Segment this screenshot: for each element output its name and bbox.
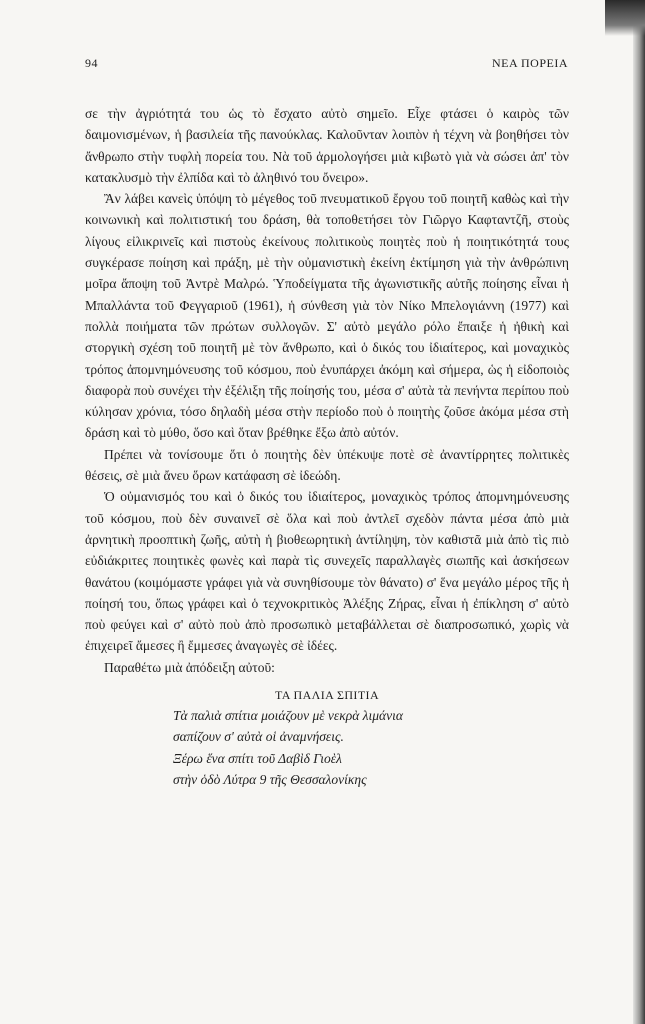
page-edge-shadow xyxy=(633,0,645,1024)
running-header xyxy=(85,56,568,71)
poem-excerpt xyxy=(85,685,569,790)
poem-title: ΤΑ ΠΑΛΙΑ ΣΠΙΤΙΑ xyxy=(274,688,380,703)
poem-line-1: Τὰ παλιὰ σπίτια μοιάζουν μὲ νεκρὰ λιμάνια xyxy=(173,708,403,724)
paragraph-3: Πρέπει νὰ τονίσουμε ὅτι ὁ ποιητὴς δὲν ὑπέκυψε ποτὲ σὲ ἀναντίρρητες πολιτικὲς θέσεις, σὲ μιὰ ἄνευ ὅρων κατάφαση σὲ ἰδεώδη. xyxy=(85,446,569,484)
poem-line-2: σαπίζουν σ' αὐτὰ οἱ ἀναμνήσεις. xyxy=(173,729,344,745)
paragraph-1: σε τὴν ἀγριότητά του ὡς τὸ ἔσχατο αὐτὸ σημεῖο. Εἶχε φτάσει ὁ καιρὸς τῶν δαιμονισμένων, ἡ βασιλεία τῆς πανούκλας. Καλοῦνταν λοιπὸν ἡ τέχνη νὰ βοηθήσει τὸν ἄνθρωπο στὴν τυφλὴ πορεία του. Νὰ τοῦ ἁρμολογήσει μιὰ κιβωτὸ γιὰ νὰ σώσει ἀπ' τὸν κατακλυσμὸ τὴν ἐλπίδα καὶ τὸ ἀληθινό του ὄνειρο». xyxy=(85,106,569,185)
paragraph-5: Παραθέτω μιὰ ἀπόδειξη αὐτοῦ: xyxy=(104,659,275,675)
poem-line-3: Ξέρω ἕνα σπίτι τοῦ Δαβὶδ Γιοὲλ xyxy=(173,750,342,766)
page-number: 94 xyxy=(85,56,98,70)
running-title: ΝΕΑ ΠΟΡΕΙΑ xyxy=(492,56,568,70)
paragraph-2: Ἂν λάβει κανεὶς ὑπόψη τὸ μέγεθος τοῦ πνευματικοῦ ἔργου τοῦ ποιητῆ καθὼς καὶ τὴν κοινωνικὴ καὶ πολιτιστική του δράση, θὰ τοποθετήσει τὸν Γιῶργο Καφταντζῆ, στοὺς λίγους εἰλικρινεῖς καὶ πιστοὺς ἐκείνους πολιτικοὺς ποιητὲς ποὺ ἡ ποιητικότητά τους συγκέρασε ποίηση καὶ πράξη, μὲ τὴν οὐμανιστικὴ ἐκείνη ἐκτίμηση γιὰ τὴν ἀνθρώπινη μοῖρα ἄποψη τοῦ Ἀντρὲ Μαλρώ. Ὑποδείγματα τῆς ἀγωνιστικῆς αὐτῆς ποίησης εἶναι ἡ Μπαλλάντα τοῦ Φεγγαριοῦ (1961), ἡ σύνθεση γιὰ τὸν Νίκο Μπελογιάννη (1977) καὶ πολλὰ ποιήματα τῶν πρώτων συλλογῶν. Σ' αὐτὸ μεγάλο ρόλο ἔπαιξε ἡ ἠθικὴ καὶ στοργικὴ σχέση τοῦ ποιητῆ μὲ τὸν ἄνθρωπο, καὶ ὁ δικός του ἰδιαίτερος, καὶ μοναχικὸς τρόπος ἀπομνημόνευσης τοῦ κόσμου, ποὺ ἐνυπάρχει ἀκόμη καὶ σήμερα, ὡς ἡ εἰδοποιὸς διαφορὰ ποὺ συνέχει τὴν ἐξέλιξη τῆς ποίησής του, μέσα σ' αὐτὰ τὰ πενήντα περίπου ποὺ κύλησαν χρόνια, τόσο δηλαδὴ μέσα στὴν περίοδο ποὺ ὁ ποιητὴς ζοῦσε ἀκόμα μέσα στὴ δράση καὶ τὸ μύθο, ὅσο καὶ ὅταν βρέθηκε ἔξω ἀπὸ αὐτόν. xyxy=(85,191,569,441)
poem-line-4: στὴν ὁδὸ Λύτρα 9 τῆς Θεσσαλονίκης xyxy=(173,771,367,787)
paragraph-4: Ὁ οὐμανισμός του καὶ ὁ δικός του ἰδιαίτερος, μοναχικὸς τρόπος ἀπομνημόνευσης τοῦ κόσμου, ποὺ δὲν συναινεῖ σὲ ὅλα καὶ ποὺ ἀντλεῖ σχεδὸν πάντα μέσα ἀπὸ μιὰ ἀρνητικὴ προοπτικὴ ζωῆς, αὐτὴ ἡ βιοθεωρητικὴ ἀντίληψη, τὸν καθιστᾶ μιὰ ἀπὸ τὶς πιὸ εὐδιάκριτες ποιητικὲς φωνὲς καὶ παρὰ τὶς συνεχεῖς παραλλαγὲς σιωπῆς καὶ ἀσκήσεων θανάτου (κοιμόμαστε γράφει γιὰ νὰ συνηθίσουμε τὸν θάνατο) σ' ἕνα μεγάλο μέρος τῆς ἡ ποίησή του, ὅπως γράφει καὶ ὁ τεχνοκριτικὸς Ἀλέξης Ζήρας, εἶναι ἡ ἐπίκληση σ' αὐτὸ ποὺ φεύγει καὶ σ' αὐτὸ ποὺ ἀπὸ προσωπικὸ μεταβάλλεται σὲ διαπροσωπικό, χωρὶς νὰ ἐπιχειρεῖ ἄμεσες ἢ ἔμμεσες ἀναγωγὲς σὲ ἰδέες. xyxy=(85,489,569,654)
page-corner-shadow xyxy=(605,0,645,36)
page-body xyxy=(85,103,569,790)
